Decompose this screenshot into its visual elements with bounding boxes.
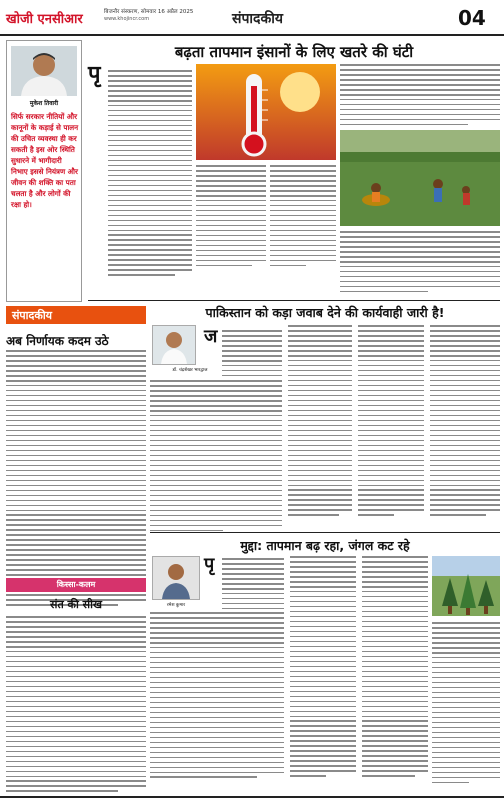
lead-body-col2 bbox=[196, 165, 266, 266]
people-park-photo bbox=[340, 130, 500, 226]
kissa-headline: संत की सीख bbox=[50, 598, 102, 611]
author-name: मुकेश तिवारी bbox=[29, 100, 59, 107]
second-byline: डॉ. चंद्रशेखर भारद्वाज bbox=[172, 368, 208, 373]
sub-line: www.khojincr.com bbox=[104, 16, 150, 22]
lead-body-col1 bbox=[108, 70, 192, 276]
bottom-body-col3 bbox=[290, 556, 356, 777]
author-quote: सिर्फ सरकार नीतियों और कानूनों के कड़ाई से पालन की उचित व्यवस्था ही कर सकती है इस ओर स्थिति सुधारने में भागीदारी निभाए इससे नियंत्रण और जीवन की शक्ति का पता चलता है और लोगों की रक्षा हो। bbox=[11, 112, 79, 209]
second-body-col4 bbox=[358, 325, 424, 516]
bottom-body-col2 bbox=[150, 612, 284, 778]
editorial-body bbox=[6, 350, 146, 606]
thermometer-photo bbox=[196, 64, 336, 160]
editorial-banner-label: संपादकीय bbox=[12, 309, 53, 322]
bottom-headline: मुद्दा: तापमान बढ़ रहा, जंगल कट रहे bbox=[240, 538, 410, 553]
bottom-body-col5 bbox=[432, 622, 500, 783]
bottom-author-portrait bbox=[152, 556, 200, 600]
divider bbox=[88, 300, 500, 301]
second-body-col2 bbox=[150, 380, 282, 531]
forest-photo bbox=[432, 556, 500, 616]
editorial-headline: अब निर्णायक कदम उठे bbox=[6, 334, 109, 348]
bottom-drop-cap: पृ bbox=[204, 554, 215, 575]
bottom-body-col4 bbox=[362, 556, 428, 777]
kissa-body bbox=[6, 616, 146, 792]
second-body-col5 bbox=[430, 325, 500, 516]
page-number: 04 bbox=[458, 6, 486, 30]
bottom-body-col1 bbox=[222, 558, 284, 609]
masthead bbox=[0, 0, 504, 36]
lead-body-col5 bbox=[340, 231, 500, 292]
kissa-banner-label: किस्सा-कलम bbox=[56, 580, 96, 589]
author-column bbox=[6, 40, 82, 302]
second-body-col3 bbox=[288, 325, 352, 516]
divider-2 bbox=[150, 532, 500, 533]
second-headline: पाकिस्तान को कड़ा जवाब देने की कार्यवाही जारी है! bbox=[205, 305, 445, 320]
lead-body-col3 bbox=[270, 165, 336, 266]
lead-body-col4 bbox=[340, 64, 500, 125]
lead-headline: बढ़ता तापमान इंसानों के लिए खतरे की घंटी bbox=[174, 43, 414, 61]
second-drop-cap: ज bbox=[204, 326, 218, 347]
paper-name: खोजी एनसीआर bbox=[6, 12, 83, 27]
lead-drop-cap: पृ bbox=[88, 62, 101, 87]
section-title: संपादकीय bbox=[232, 11, 283, 27]
bottom-byline: रमेश कुमार bbox=[166, 603, 186, 608]
kissa-banner bbox=[6, 578, 146, 592]
editorial-banner bbox=[6, 306, 146, 324]
author-portrait bbox=[11, 46, 77, 96]
second-author-portrait bbox=[152, 325, 196, 365]
footer-rule bbox=[0, 796, 504, 798]
second-body-col1 bbox=[222, 330, 282, 376]
date-line: बिजनौर संस्करण, सोमवार 16 अप्रैल 2025 bbox=[104, 9, 194, 15]
